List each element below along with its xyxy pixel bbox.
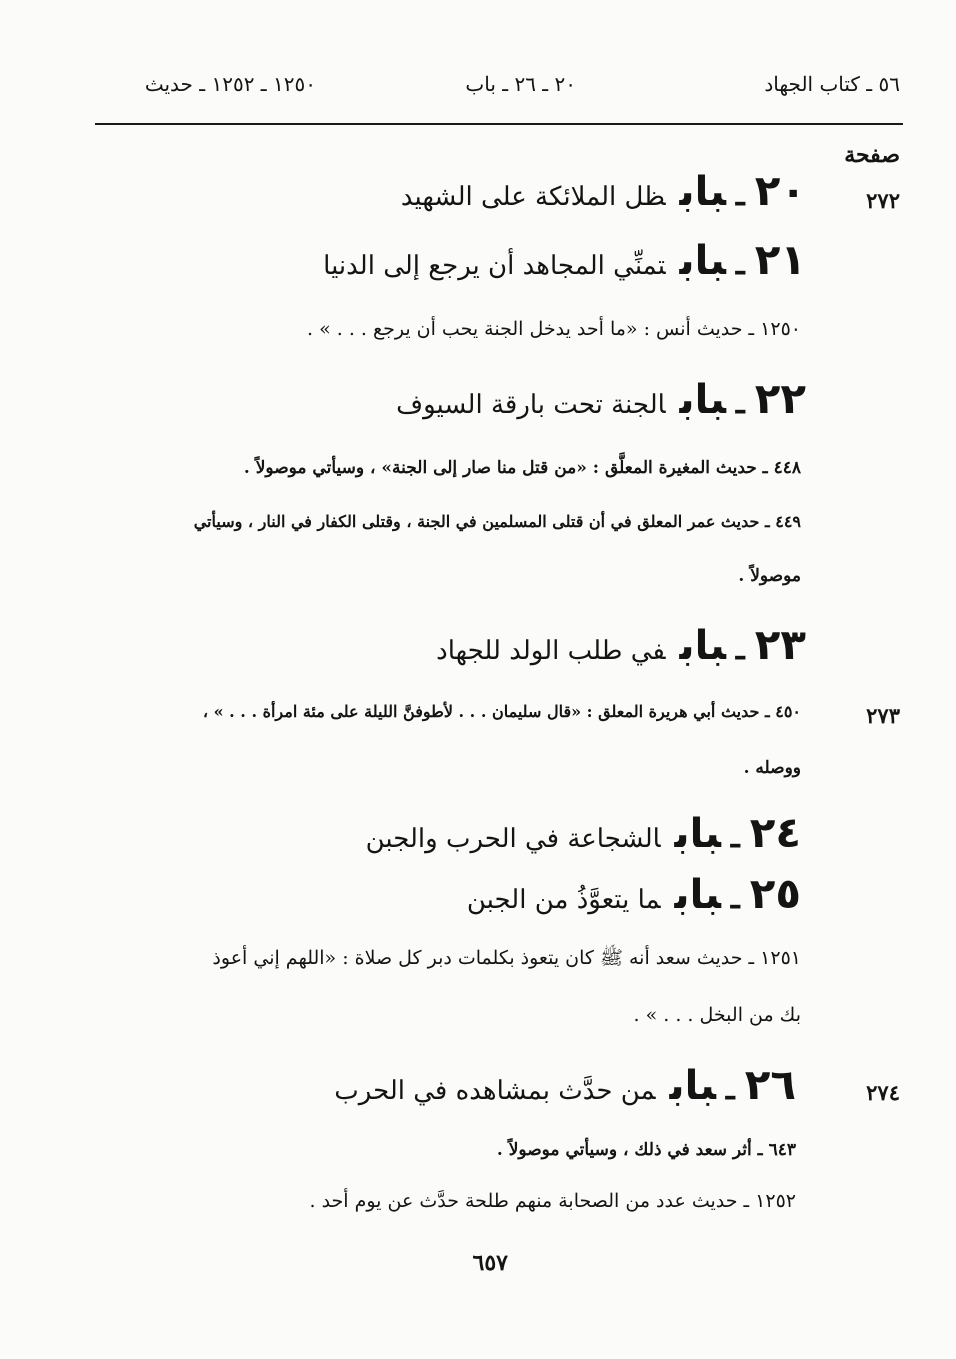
chapter-24-heading (366, 808, 801, 857)
chapter-bab-word: باب (669, 1063, 716, 1109)
page-column-label: صفحة (844, 142, 900, 168)
chapter-title: في طلب الولد للجهاد (436, 636, 666, 666)
hadith-450-line-2: ووصله . (743, 758, 801, 778)
page-number-272: ٢٧٢ (866, 188, 900, 213)
hadith-450-line-1: ٤٥٠ ـ حديث أبي هريرة المعلق : «قال سليمان . . . لأطوفنَّ الليلة على مئة امرأة . . . » ، (202, 702, 801, 721)
footer-page-number: ٦٥٧ (472, 1250, 508, 1276)
chapter-number: ٢٢ (754, 374, 806, 423)
header-hadith-range: ١٢٥٠ ـ ١٢٥٢ ـ حديث (144, 72, 316, 96)
chapter-number: ٢٣ (754, 620, 806, 669)
chapter-bab-word: باب (679, 238, 726, 284)
page-number-274: ٢٧٤ (866, 1080, 900, 1105)
hadith-1252: ١٢٥٢ ـ حديث عدد من الصحابة منهم طلحة حدَّث عن يوم أحد . (309, 1190, 796, 1212)
chapter-25-heading (467, 869, 801, 918)
chapter-dash: ـ (725, 1072, 735, 1107)
chapter-bab-word: باب (674, 872, 721, 918)
hadith-448: ٤٤٨ ـ حديث المغيرة المعلَّق : «من قتل منا صار إلى الجنة» ، وسيأتي موصولاً . (243, 458, 801, 478)
chapter-22-heading (396, 374, 806, 423)
chapter-title: ما يتعوَّذُ من الجبن (466, 885, 661, 915)
chapter-title: الشجاعة في الحرب والجبن (365, 824, 661, 854)
header-chapter-title: ٥٦ ـ كتاب الجهاد (764, 72, 900, 96)
chapter-dash: ـ (735, 386, 745, 421)
page-number-273: ٢٧٣ (866, 703, 900, 728)
chapter-title: من حدَّث بمشاهده في الحرب (334, 1076, 656, 1106)
chapter-number: ٢٤ (749, 808, 801, 857)
chapter-bab-word: باب (679, 169, 726, 215)
chapter-dash: ـ (735, 247, 745, 282)
hadith-1251-line-1: ١٢٥١ ـ حديث سعد أنه ﷺ كان يتعوذ بكلمات دبر كل صلاة : «اللهم إني أعوذ (212, 947, 801, 969)
chapter-dash: ـ (730, 820, 740, 855)
chapter-dash: ـ (735, 178, 745, 213)
chapter-dash: ـ (735, 632, 745, 667)
chapter-bab-word: باب (679, 377, 726, 423)
chapter-23-heading (436, 620, 806, 669)
header-divider (95, 123, 903, 125)
chapter-20-heading (401, 166, 806, 215)
hadith-449-line-2: موصولاً . (738, 566, 801, 586)
chapter-bab-word: باب (674, 811, 721, 857)
chapter-title: الجنة تحت بارقة السيوف (396, 390, 666, 420)
chapter-number: ٢٦ (744, 1060, 796, 1109)
header-section-range: ٢٠ ـ ٢٦ ـ باب (465, 72, 576, 96)
chapter-title: ظل الملائكة على الشهيد (400, 182, 666, 212)
chapter-title: تمنِّي المجاهد أن يرجع إلى الدنيا (323, 251, 666, 281)
hadith-1251-line-2: بك من البخل . . . » . (633, 1004, 801, 1026)
chapter-26-heading (334, 1060, 796, 1109)
hadith-449-line-1: ٤٤٩ ـ حديث عمر المعلق في أن قتلى المسلمين في الجنة ، وقتلى الكفار في النار ، وسيأتي (193, 512, 801, 531)
chapter-dash: ـ (730, 881, 740, 916)
chapter-number: ٢٥ (749, 869, 801, 918)
athar-643: ٦٤٣ ـ أثر سعد في ذلك ، وسيأتي موصولاً . (496, 1140, 796, 1160)
hadith-1250: ١٢٥٠ ـ حديث أنس : «ما أحد يدخل الجنة يحب أن يرجع . . . » . (307, 318, 801, 340)
chapter-number: ٢١ (754, 235, 806, 284)
chapter-bab-word: باب (679, 623, 726, 669)
chapter-21-heading (323, 235, 806, 284)
chapter-number: ٢٠ (754, 166, 806, 215)
